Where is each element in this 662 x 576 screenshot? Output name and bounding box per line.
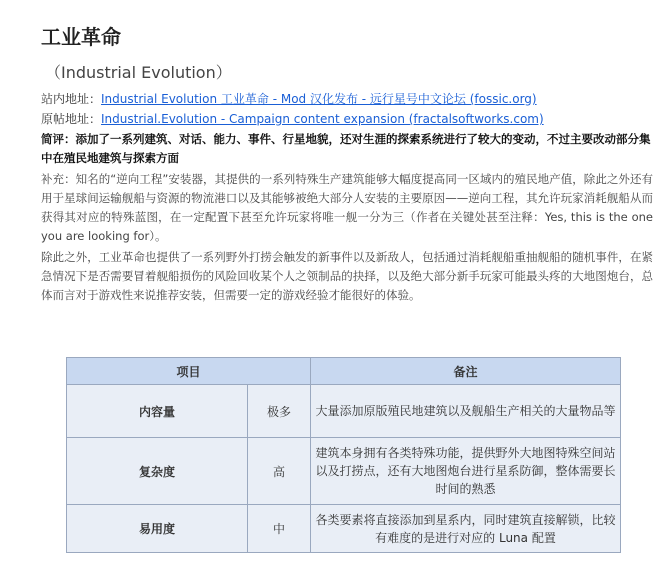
table-row (67, 505, 621, 553)
details-paragraph: 除此之外，工业革命也提供了一系列野外打捞会触发的新事件以及新敌人，包括通过消耗舰船重抽舰船的随机事件，在紧急情况下是否需要冒着舰船损伤的风险回收某个人之领制品的抉择，以及绝大部分新手玩家可能最头疼的大地图炮台，总体而言对于游戏性来说推荐安装，但需要一定的游戏经验才能很好的体验。 (41, 250, 653, 302)
row-name: 复杂度 (67, 438, 248, 505)
row-note: 建筑本身拥有各类特殊功能，提供野外大地图特殊空间站以及打捞点，还有大地图炮台进行星系防御，整体需要长时间的熟悉 (311, 438, 621, 505)
header-item: 项目 (67, 358, 311, 385)
page-title: 工业革命 (41, 25, 121, 49)
table-row (67, 438, 621, 505)
supplement-paragraph: 补充：知名的“逆向工程”安装器，其提供的一系列特殊生产建筑能够大幅度提高同一区域内的殖民地产值，除此之外还有用于星球间运输舰船与资源的物流港口以及其能够被绝大部分人安装的主要原因——逆向工程，其允许玩家消耗舰船从而获得其对应的特殊蓝图，在一定配置下甚至允许玩家将唯一舰一分为三（作者在关键处甚至注释：Yes, this is the one you are looking for）。 (41, 172, 653, 243)
summary-text: 简评：添加了一系列建筑、对话、能力、事件、行星地貌，还对生涯的探索系统进行了较大的变动，不过主要改动部分集中在殖民地建筑与探索方面 (41, 132, 651, 165)
row-level: 极多 (248, 385, 311, 438)
source-link-line (41, 109, 653, 129)
row-level: 中 (248, 505, 311, 553)
table-row (67, 385, 621, 438)
article (41, 22, 653, 305)
page-subtitle: （Industrial Evolution） (45, 63, 232, 82)
source-link-label: 原帖地址： (41, 112, 102, 126)
source-link[interactable]: Industrial.Evolution - Campaign content expansion (fractalsoftworks.com) (101, 112, 544, 126)
row-level: 高 (248, 438, 311, 505)
site-link[interactable]: Industrial Evolution 工业革命 - Mod 汉化发布 - 远行星号中文论坛 (fossic.org) (101, 92, 537, 106)
row-note: 各类要素将直接添加到星系内，同时建筑直接解锁，比较有难度的是进行对应的 Luna 配置 (311, 505, 621, 553)
row-name: 易用度 (67, 505, 248, 553)
row-name: 内容量 (67, 385, 248, 438)
table-header-row (67, 358, 621, 385)
row-note: 大量添加原版殖民地建筑以及舰船生产相关的大量物品等 (311, 385, 621, 438)
site-link-line (41, 89, 653, 109)
site-link-label: 站内地址： (41, 92, 102, 106)
mod-info-table (66, 357, 621, 553)
header-note: 备注 (311, 358, 621, 385)
